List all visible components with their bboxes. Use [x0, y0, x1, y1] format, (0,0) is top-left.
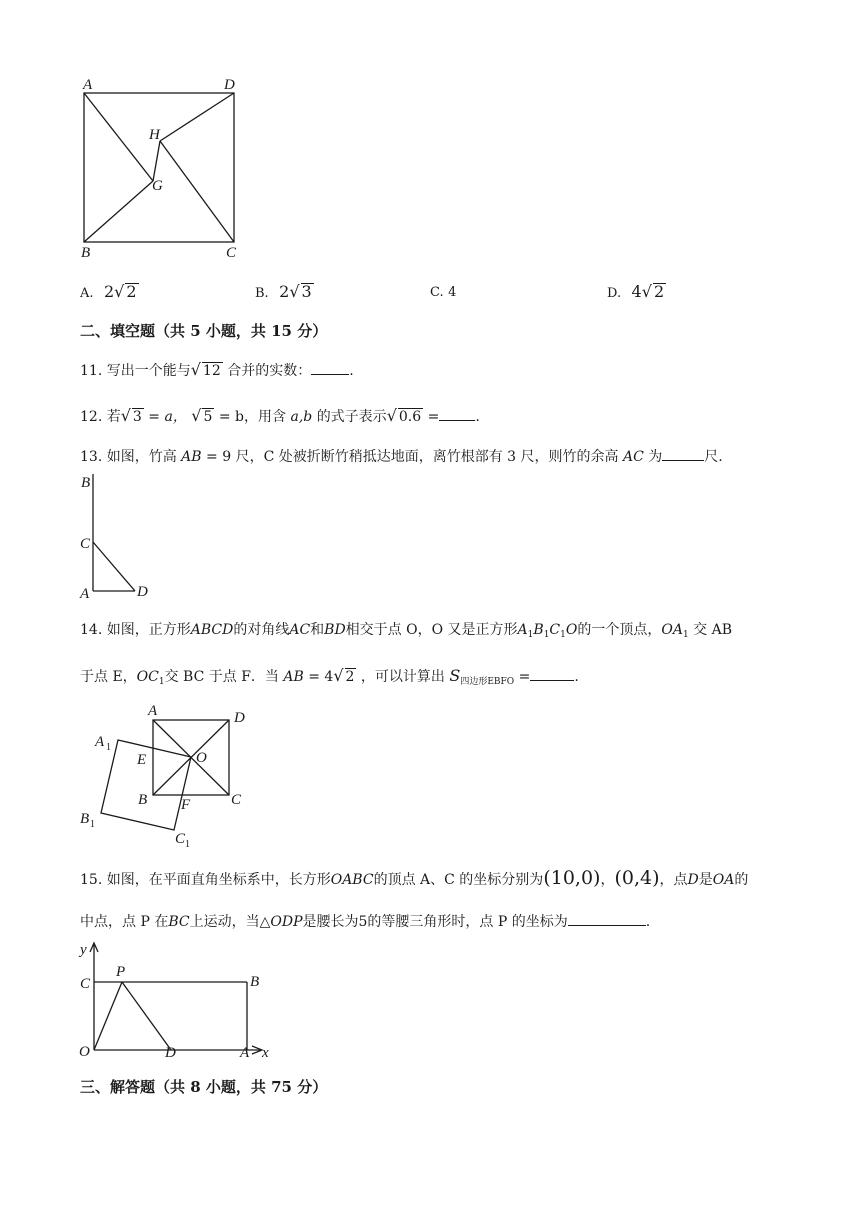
- q14-l1f: 交 AB: [693, 622, 732, 638]
- option-d-coef: 4: [631, 282, 642, 301]
- option-d[interactable]: D. 4√ 2: [607, 282, 665, 301]
- q15-l1f: 的: [734, 872, 749, 888]
- option-a-coef: 2: [103, 282, 115, 301]
- q12-end: .: [475, 409, 480, 425]
- q13-t3: 为: [648, 449, 663, 465]
- label-c: C: [231, 792, 242, 808]
- option-b-letter: B.: [255, 286, 269, 301]
- q13-ac: AC: [623, 449, 644, 465]
- q13-end: 尺.: [704, 449, 723, 465]
- question-13: [80, 447, 723, 467]
- segment-o-p: [94, 982, 122, 1050]
- q13-t2: = 9 尺，C 处被折断竹稍抵达地面，离竹根部有 3 尺，则竹的余高: [206, 449, 619, 465]
- option-a[interactable]: A. 2√ 2: [80, 282, 137, 301]
- label-p: P: [116, 964, 126, 980]
- question-15-line-1: [80, 868, 748, 890]
- q12-answer-blank[interactable]: [439, 420, 475, 421]
- q14-l1c: 和: [310, 622, 325, 638]
- q14-end: .: [574, 669, 579, 685]
- label-y: y: [80, 942, 87, 958]
- label-a1: A: [95, 734, 105, 750]
- q14-ac: AC: [289, 622, 311, 638]
- question-14-line-1: 14. 如图，正方形ABCD的对角线AC和BD相交于点 O，O 又是正方形$A_1B_1C_1O$的一个顶点，$OA_1$ 交 AB: [80, 622, 732, 640]
- q13-answer-blank[interactable]: [662, 460, 704, 461]
- label-f: F: [181, 797, 191, 813]
- label-d: D: [224, 77, 235, 93]
- option-d-letter: D.: [607, 286, 622, 301]
- label-d: D: [165, 1045, 176, 1061]
- q14-l1b: 的对角线: [233, 622, 290, 638]
- label-a: A: [83, 77, 93, 93]
- q14-l2a: 于点 E，: [80, 669, 137, 685]
- segment-h-d: [160, 93, 234, 141]
- q15-triangle: △ODP: [259, 914, 303, 930]
- q15-l1c: ，: [600, 872, 615, 888]
- section-3-heading: 三、解答题（共 8 小题，共 75 分）: [80, 1078, 328, 1096]
- q15-l2c: 是腰长为: [302, 914, 359, 930]
- figure-q10-square: [78, 74, 248, 260]
- q14-oc1: OC: [136, 669, 159, 685]
- q15-oa: OA: [712, 872, 735, 888]
- segment-c-d: [93, 542, 135, 591]
- q15-l1d: ，点: [659, 872, 688, 888]
- q11-end: .: [349, 363, 354, 379]
- label-b: B: [250, 974, 260, 990]
- label-a: A: [80, 586, 90, 602]
- q11-radicand: 12: [202, 363, 221, 379]
- q14-s-sub: 四边形EBFO: [460, 677, 515, 687]
- q13-t1: 如图，竹高: [106, 449, 177, 465]
- question-11: 11. 写出一个能与√ 12 合并的实数： .: [80, 360, 354, 379]
- q14-l2d: ，可以计算出: [360, 669, 445, 685]
- label-o: O: [79, 1044, 90, 1060]
- q14-ab: AB: [283, 669, 304, 685]
- label-c: C: [80, 976, 91, 992]
- label-b: B: [81, 475, 91, 491]
- q11-post: 合并的实数：: [227, 363, 312, 379]
- segment-p-d: [122, 982, 171, 1050]
- label-c: C: [226, 245, 237, 261]
- q14-sq-c1: C: [549, 622, 561, 638]
- q15-l1b: 的顶点 A、C 的坐标分别为: [373, 872, 544, 888]
- q15-number: 15.: [80, 872, 103, 888]
- segment-h-c: [160, 141, 234, 242]
- segment-g-h: [153, 141, 160, 181]
- figure-q13-bamboo: [78, 472, 158, 602]
- q15-l2a: 中点，点 P 在: [80, 914, 169, 930]
- label-a1-sub: 1: [106, 742, 111, 753]
- q13-ab: AB: [181, 449, 202, 465]
- label-c1: C: [175, 831, 186, 847]
- q14-sq-o: O: [565, 622, 578, 638]
- q11-number: 11.: [80, 363, 103, 379]
- q14-s: S: [449, 666, 461, 685]
- q11-answer-blank[interactable]: [311, 374, 349, 375]
- q15-point-a: (10,0): [543, 867, 601, 889]
- q12-r2: 5: [203, 409, 213, 425]
- label-a: A: [148, 703, 158, 719]
- q15-end: .: [645, 914, 651, 930]
- q15-l2b: 上运动，当: [189, 914, 260, 930]
- label-d: D: [137, 584, 148, 600]
- q15-five: 5: [358, 914, 368, 930]
- q14-l2c: = 4: [308, 669, 334, 685]
- q14-l1d: 相交于点 O，O 又是正方形: [345, 622, 518, 638]
- q12-vars: a,b: [290, 409, 313, 425]
- segment-a-h: [84, 93, 153, 181]
- option-b-radicand: 3: [301, 282, 312, 301]
- q14-l1a: 如图，正方形: [106, 622, 191, 638]
- option-c[interactable]: [430, 282, 456, 303]
- q13-number: 13.: [80, 449, 103, 465]
- q14-l1e: 的一个顶点，: [577, 622, 662, 638]
- q15-point-c: (0,4): [614, 867, 660, 889]
- label-b: B: [138, 792, 148, 808]
- label-g: G: [152, 178, 163, 194]
- label-c: C: [80, 536, 91, 552]
- label-c1-sub: 1: [185, 839, 190, 850]
- q15-l1e: 是: [698, 872, 713, 888]
- option-b[interactable]: B. 2√ 3: [255, 282, 312, 301]
- q14-answer-blank[interactable]: [530, 680, 574, 681]
- figure-q14-squares: [78, 700, 278, 850]
- q12-number: 12.: [80, 409, 103, 425]
- question-14-line-2: 于点 E，$OC_1$交 BC 于点 F．当 AB = 4√ 2 ，可以计算出 $S_{四边形EBFO}$ = .: [80, 666, 579, 687]
- section-2-heading: 二、填空题（共 5 小题，共 15 分）: [80, 322, 328, 340]
- option-b-coef: 2: [279, 282, 290, 301]
- q15-l2d: 的等腰三角形时，点 P 的坐标为: [367, 914, 568, 930]
- q12-t3: = b，用含: [218, 409, 287, 425]
- option-c-value: 4: [448, 285, 457, 300]
- q15-l1a: 如图，在平面直角坐标系中，长方形: [106, 872, 331, 888]
- q14-radicand: 2: [345, 669, 355, 685]
- q14-sq-b1: B: [533, 622, 544, 638]
- q15-bc: BC: [168, 914, 190, 930]
- segment-b-g: [84, 181, 153, 242]
- q11-pre: 写出一个能与: [106, 363, 191, 379]
- q12-t5: =: [427, 409, 440, 425]
- label-b1: B: [80, 811, 90, 827]
- label-x: x: [262, 1045, 269, 1061]
- square-abcd: [84, 93, 234, 242]
- q15-oabc: OABC: [330, 872, 374, 888]
- q15-answer-blank[interactable]: [568, 925, 646, 926]
- label-b1-sub: 1: [90, 819, 95, 830]
- label-e: E: [137, 752, 147, 768]
- option-c-letter: C.: [430, 285, 444, 300]
- label-h: H: [149, 127, 160, 143]
- q14-number: 14.: [80, 622, 103, 638]
- q14-abcd: ABCD: [190, 622, 234, 638]
- question-15-line-2: [80, 912, 650, 932]
- q12-r3: 0.6: [398, 409, 422, 425]
- option-d-radicand: 2: [653, 282, 665, 301]
- option-a-radicand: 2: [126, 282, 137, 301]
- q14-bd: BD: [324, 622, 346, 638]
- label-d: D: [234, 710, 245, 726]
- question-12: 12. 若√ 3 = a， √ 5 = b，用含 a,b 的式子表示√ 0.6 = .: [80, 406, 480, 425]
- figure-q15-coordinate: [76, 938, 286, 1062]
- q14-oa1: OA: [661, 622, 683, 638]
- q14-l2b: 交 BC 于点 F．当: [164, 669, 279, 685]
- q14-l2e: =: [518, 669, 531, 685]
- label-a: A: [240, 1045, 250, 1061]
- label-o: O: [196, 750, 207, 766]
- q14-sq-a1: A: [517, 622, 528, 638]
- label-b: B: [81, 245, 91, 261]
- q12-t4: 的式子表示: [316, 409, 387, 425]
- option-a-letter: A.: [80, 286, 94, 301]
- q12-r1: 3: [132, 409, 142, 425]
- q12-t2: = a，: [148, 409, 187, 425]
- q15-d: D: [687, 872, 699, 888]
- q12-t1: 若: [106, 409, 121, 425]
